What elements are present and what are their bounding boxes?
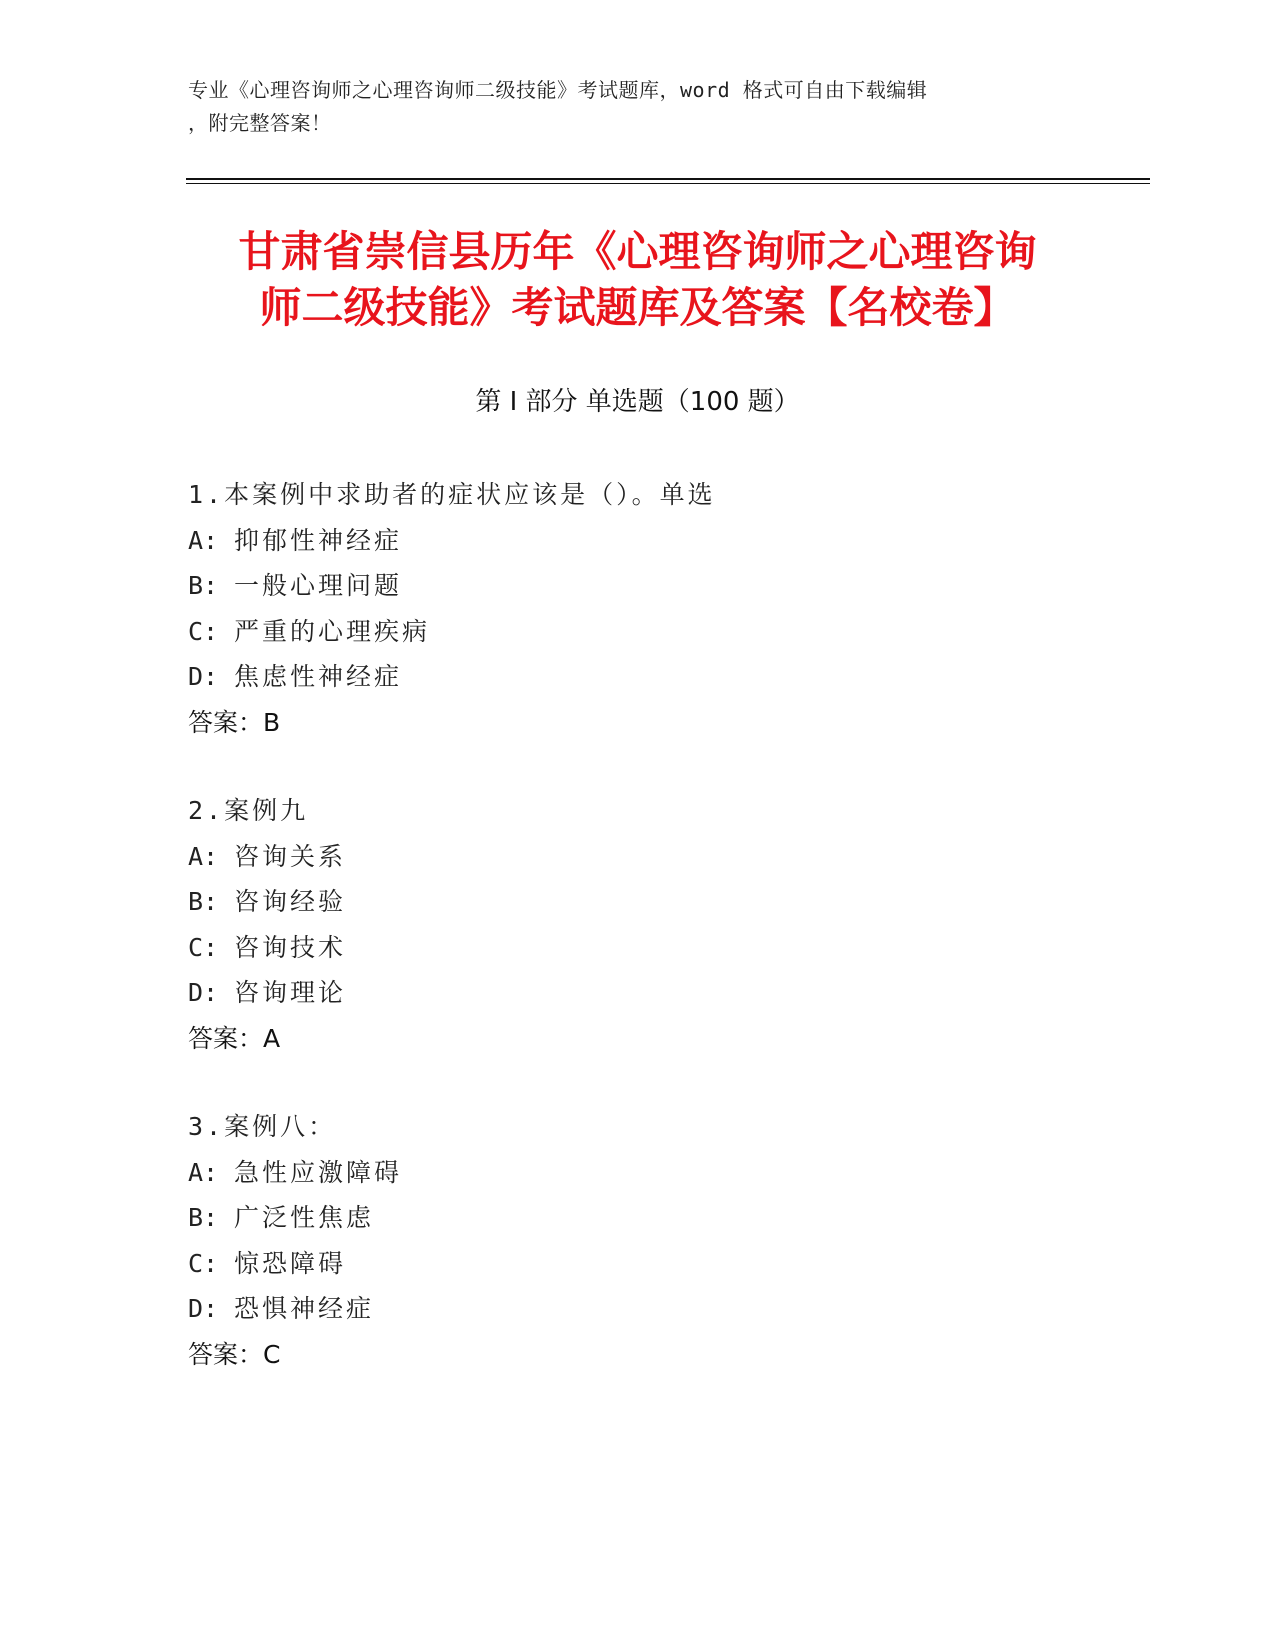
option-text: 咨询理论: [234, 978, 347, 1007]
option-text: 焦虑性神经症: [234, 662, 403, 691]
option-key: D:: [188, 1294, 219, 1323]
option-a: [188, 518, 1108, 564]
document-title: [150, 224, 1125, 336]
option-key: A:: [188, 1157, 219, 1187]
option-b: [188, 879, 1108, 925]
document-title-line-1: 甘肃省崇信县历年《心理咨询师之心理咨询: [238, 227, 1037, 276]
question-stem: 3.案例八：: [188, 1112, 337, 1141]
option-key: D:: [188, 662, 219, 691]
option-d: [188, 654, 1108, 700]
option-text: 惊恐障碍: [234, 1248, 347, 1278]
option-key: B:: [188, 571, 219, 600]
option-c: [188, 1241, 1108, 1287]
option-a: [188, 834, 1108, 880]
option-text: 咨询技术: [234, 932, 347, 962]
option-key: B:: [188, 887, 219, 916]
question-3: [188, 1104, 1108, 1377]
option-c: [188, 609, 1108, 655]
option-d: [188, 970, 1108, 1016]
option-text: 广泛性焦虑: [234, 1203, 375, 1232]
option-text: 抑郁性神经症: [234, 525, 403, 555]
option-a: [188, 1150, 1108, 1196]
option-text: 一般心理问题: [234, 571, 403, 600]
document-title-line-2: 师二级技能》考试题库及答案【名校卷】: [259, 283, 1016, 332]
option-key: B:: [188, 1203, 219, 1232]
section-heading: 第 I 部分 单选题（100 题）: [475, 387, 800, 417]
option-text: 严重的心理疾病: [234, 616, 431, 646]
option-text: 咨询经验: [234, 887, 347, 916]
answer-line: 答案：C: [188, 1339, 281, 1369]
option-text: 急性应激障碍: [234, 1157, 403, 1187]
option-b: [188, 1195, 1108, 1241]
option-text: 咨询关系: [234, 841, 347, 871]
answer-line: 答案：A: [188, 1023, 281, 1053]
question-2: [188, 788, 1108, 1061]
header-note: [188, 74, 1068, 140]
option-text: 恐惧神经症: [234, 1294, 375, 1323]
header-note-line-2: ，附完整答案！: [188, 111, 332, 135]
question-stem: 2.案例九: [188, 796, 309, 825]
question-1: [188, 472, 1108, 745]
option-c: [188, 925, 1108, 971]
option-key: A:: [188, 841, 219, 871]
option-key: C:: [188, 616, 219, 646]
option-b: [188, 563, 1108, 609]
header-divider-thin: [186, 183, 1150, 184]
header-note-line-1: 专业《心理咨询师之心理咨询师二级技能》考试题库，word 格式可自由下载编辑: [188, 78, 928, 102]
question-stem: 1.本案例中求助者的症状应该是（）。单选: [188, 480, 716, 509]
option-key: A:: [188, 525, 219, 555]
option-key: C:: [188, 1248, 219, 1278]
answer-line: 答案：B: [188, 707, 281, 737]
option-key: C:: [188, 932, 219, 962]
option-d: [188, 1286, 1108, 1332]
header-divider-thick: [186, 178, 1150, 180]
question-list: [188, 472, 1108, 1420]
option-key: D:: [188, 978, 219, 1007]
